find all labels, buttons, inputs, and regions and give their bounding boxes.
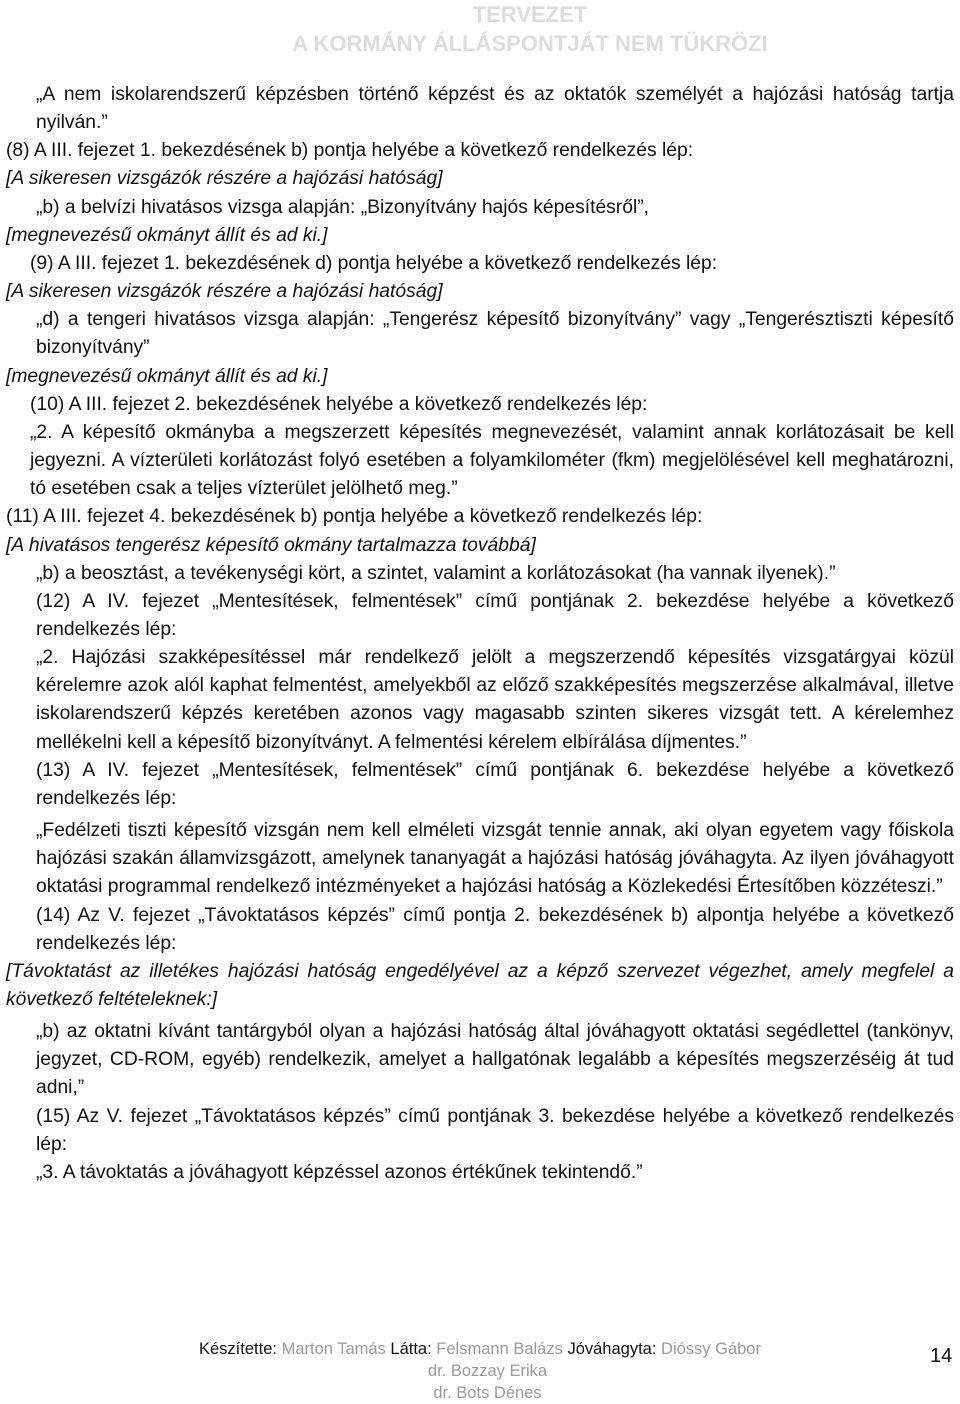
paragraph: „3. A távoktatás a jóváhagyott képzéssel azonos értékűnek tekintendő.”	[36, 1161, 643, 1183]
paragraph: „Fedélzeti tiszti képesítő vizsgán nem kell elméleti vizsgát tennie annak, aki olyan egyetem vagy főiskola hajózási szakán államvizsgázott, amelynek tananyagát a hajózási hatóság jóváhagyta. Az ilyen jóváhagyott oktatási programmal rendelkező intézményeket a hajózási hatóság a Közlekedési Értesítőben közzéteszi.”	[36, 820, 954, 898]
paragraph: [A sikeresen vizsgázók részére a hajózási hatóság]	[6, 168, 443, 190]
paragraph: [megnevezésű okmányt állít és ad ki.]	[6, 224, 328, 246]
extra-name: dr. Bots Dénes	[433, 1384, 542, 1402]
paragraph: (14) Az V. fejezet „Távoktatásos képzés” című pontja 2. bekezdésének b) alpontja helyébe a következő rendelkezés lép:	[36, 904, 954, 954]
paragraph: „d) a tengeri hivatásos vizsga alapján: „Tengerész képesítő bizonyítvány” vagy „Tengerésztiszti képesítő bizonyítvány”	[36, 309, 954, 359]
paragraph: (12) A IV. fejezet „Mentesítések, felmentések” című pontjának 2. bekezdése helyébe a következő rendelkezés lép:	[36, 590, 954, 640]
paragraph: „b) az oktatni kívánt tantárgyból olyan a hajózási hatóság által jóváhagyott oktatási segédlettel (tankönyv, jegyzet, CD-ROM, egyéb) rendelkezik, amelyet a hallgatónak legalább a képesítés megszerzéséig át tud adni,”	[36, 1021, 954, 1099]
prepared-name: Marton Tamás	[281, 1340, 386, 1358]
paragraph: „b) a belvízi hivatásos vizsga alapján: „Bizonyítvány hajós képesítésről”,	[36, 196, 650, 218]
paragraph: [A hivatásos tengerész képesítő okmány tartalmazza továbbá]	[6, 534, 536, 556]
extra-name: dr. Bozzay Erika	[427, 1362, 548, 1380]
draft-watermark	[0, 0, 960, 58]
approved-name: Dióssy Gábor	[661, 1340, 761, 1358]
signature-line	[0, 1338, 960, 1360]
paragraph: „A nem iskolarendszerű képzésben történő képzést és az oktatók személyét a hajózási hatóság tartja nyilván.”	[36, 84, 954, 134]
seen-name: Felsmann Balázs	[436, 1340, 563, 1358]
paragraph: (10) A III. fejezet 2. bekezdésének helyébe a következő rendelkezés lép:	[30, 393, 648, 415]
paragraph: [A sikeresen vizsgázók részére a hajózási hatóság]	[6, 281, 443, 303]
paragraph: „2. Hajózási szakképesítéssel már rendelkező jelölt a megszerzendő képesítés vizsgatárgyai közül kérelemre azok alól kaphat felmentést, amelyekből az előző szakképesítés megszerzése alkalmával, illetve iskolarendszerű képzés keretében azonos vagy magasabb szinten sikeres vizsgát tett. A kérelemhez mellékelni kell a képesítő bizonyítványt. A felmentési kérelem elbírálása díjmentes.”	[36, 647, 954, 753]
paragraph: [Távoktatást az illetékes hajózási hatóság engedélyével az a képző szervezet végezhet, amely megfelel a következő feltételeknek:]	[6, 960, 954, 1010]
document-body	[6, 81, 954, 1187]
paragraph: (8) A III. fejezet 1. bekezdésének b) pontja helyébe a következő rendelkezés lép:	[6, 140, 694, 162]
paragraph: „2. A képesítő okmányba a megszerzett képesítés megnevezését, valamint annak korlátozásait be kell jegyezni. A vízterületi korlátozást folyó esetében a folyamkilométer (fkm) megjelölésével kell meghatározni, tó esetében csak a teljes vízterület jelölhető meg.”	[30, 421, 954, 500]
watermark-line-2: A KORMÁNY ÁLLÁSPONTJÁT NEM TÜKRÖZI	[292, 31, 768, 56]
paragraph: „b) a beosztást, a tevékenységi kört, a szintet, valamint a korlátozásokat (ha vannak ilyenek).”	[36, 562, 836, 584]
seen-label: Látta:	[390, 1340, 432, 1358]
paragraph: (13) A IV. fejezet „Mentesítések, felmentések” című pontjának 6. bekezdése helyébe a következő rendelkezés lép:	[36, 759, 954, 809]
watermark-line-1: TERVEZET	[472, 2, 588, 27]
prepared-label: Készítette:	[199, 1340, 277, 1358]
paragraph: (9) A III. fejezet 1. bekezdésének d) pontja helyébe a következő rendelkezés lép:	[30, 252, 718, 274]
approved-label: Jóváhagyta:	[567, 1340, 657, 1358]
paragraph: (15) Az V. fejezet „Távoktatásos képzés” című pontjának 3. bekezdése helyébe a következő rendelkezés lép:	[36, 1105, 954, 1155]
paragraph: (11) A III. fejezet 4. bekezdésének b) pontja helyébe a következő rendelkezés lép:	[6, 506, 703, 528]
paragraph: [megnevezésű okmányt állít és ad ki.]	[6, 365, 328, 387]
page-footer	[0, 1338, 960, 1404]
page-number: 14	[930, 1345, 953, 1367]
